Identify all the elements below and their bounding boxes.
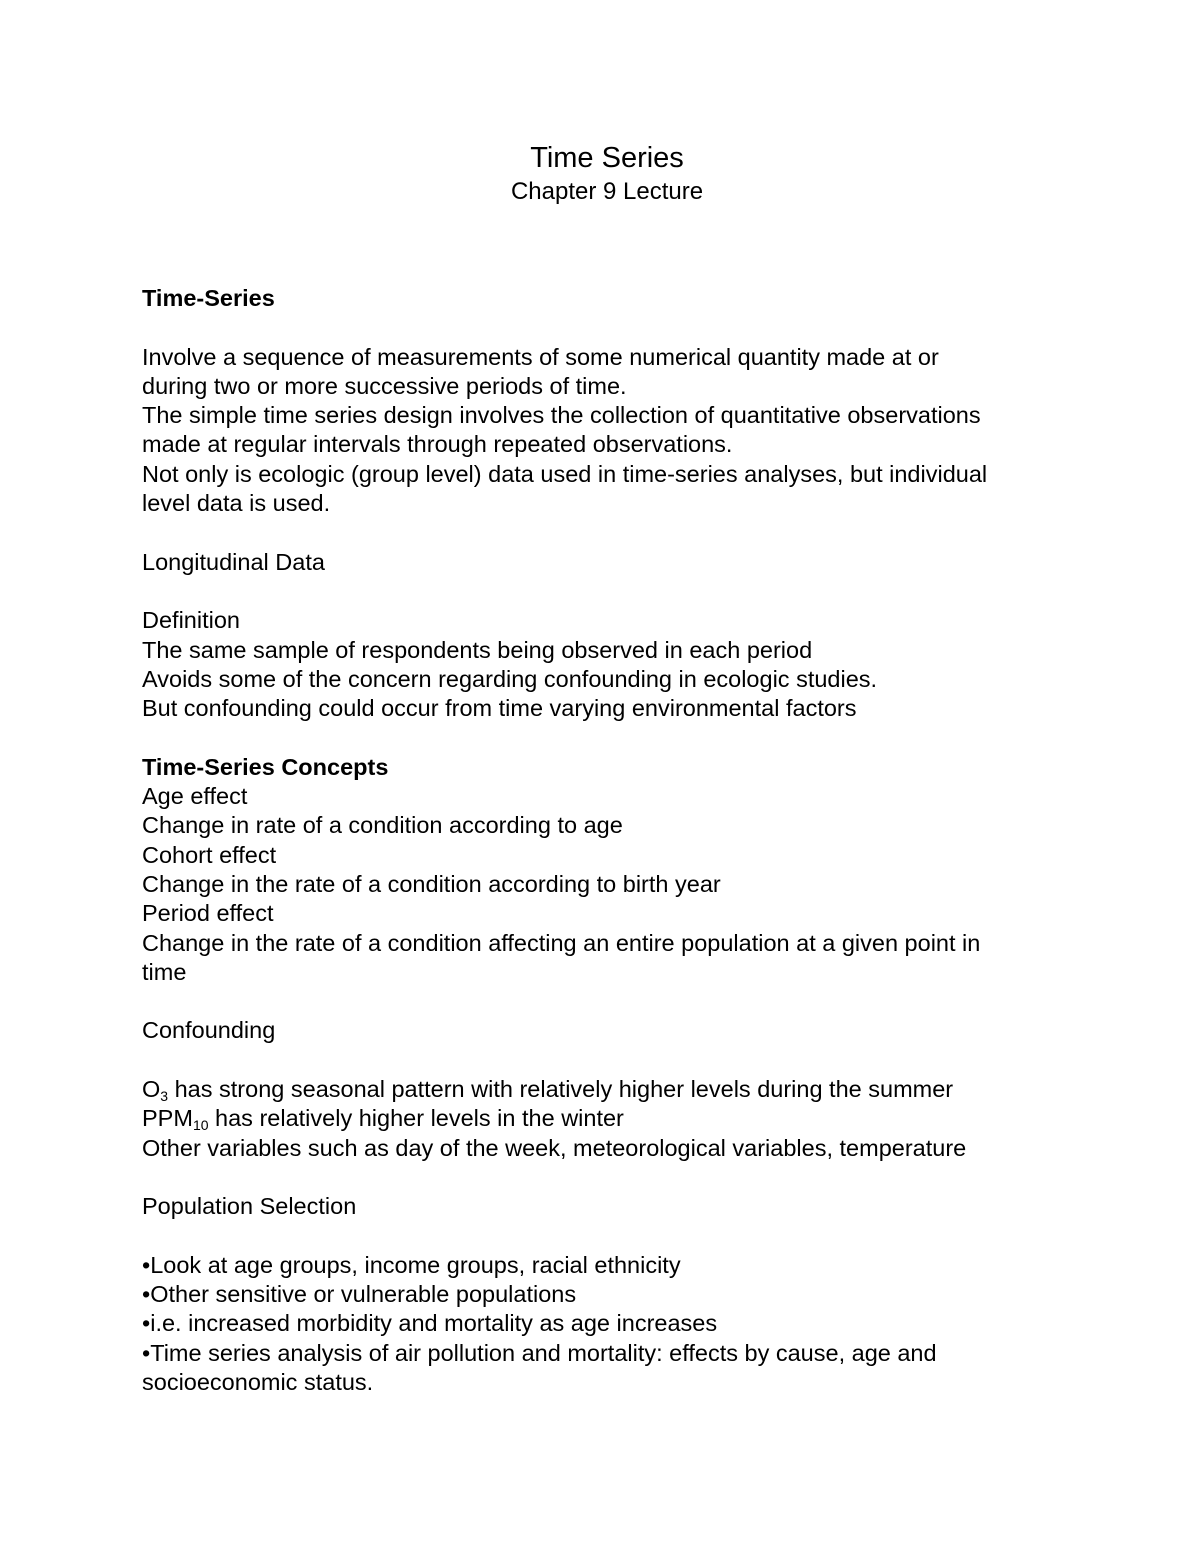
section-confounding [142, 1016, 1072, 1162]
body-line: level data is used. [142, 490, 331, 517]
ppm-text: has relatively higher levels in the winter [208, 1105, 624, 1132]
bullet-item-continuation: socioeconomic status. [142, 1368, 374, 1395]
concept-definition: Change in rate of a condition according to age [142, 812, 623, 839]
section-heading: Longitudinal Data [142, 548, 325, 575]
section-population-selection [142, 1192, 1072, 1397]
ozone-line [142, 1075, 1072, 1104]
section-time-series-concepts [142, 753, 1072, 987]
section-longitudinal-data [142, 548, 1072, 724]
ppm-subscript: 10 [192, 1117, 209, 1134]
ppm-symbol: PPM [142, 1105, 193, 1132]
section-heading: Population Selection [142, 1193, 357, 1220]
bullet-item: •Time series analysis of air pollution and mortality: effects by cause, age and [142, 1339, 937, 1366]
concept-term: Age effect [142, 783, 248, 810]
section-heading: Time-Series [142, 285, 275, 311]
body-line: Not only is ecologic (group level) data used in time-series analyses, but individual [142, 460, 988, 487]
document-page [142, 140, 1072, 1397]
concept-definition: Change in the rate of a condition according to birth year [142, 870, 721, 897]
section-heading: Time-Series Concepts [142, 753, 389, 780]
body-line: The same sample of respondents being observed in each period [142, 636, 813, 663]
body-line: Other variables such as day of the week, meteorological variables, temperature [142, 1134, 967, 1161]
section-heading: Confounding [142, 1017, 276, 1044]
definition-label: Definition [142, 607, 240, 634]
document-subtitle: Chapter 9 Lecture [510, 178, 704, 205]
ozone-symbol: O [142, 1076, 161, 1103]
bullet-item: •Other sensitive or vulnerable populations [142, 1281, 577, 1308]
concept-term: Cohort effect [142, 841, 277, 868]
ppm-line [142, 1104, 1072, 1133]
ozone-subscript: 3 [160, 1088, 169, 1105]
body-line: Avoids some of the concern regarding confounding in ecologic studies. [142, 665, 878, 692]
concept-definition: time [142, 958, 187, 985]
bullet-item: •Look at age groups, income groups, racial ethnicity [142, 1251, 681, 1278]
document-title: Time Series [530, 142, 684, 174]
body-line: But confounding could occur from time varying environmental factors [142, 695, 857, 722]
concept-definition: Change in the rate of a condition affecting an entire population at a given point in [142, 929, 981, 956]
ozone-text: has strong seasonal pattern with relatively higher levels during the summer [168, 1076, 954, 1103]
body-line: during two or more successive periods of time. [142, 372, 627, 399]
section-time-series [142, 284, 1072, 518]
body-line: The simple time series design involves the collection of quantitative observations [142, 402, 981, 429]
concept-term: Period effect [142, 900, 274, 927]
bullet-item: •i.e. increased morbidity and mortality as age increases [142, 1310, 718, 1337]
body-line: made at regular intervals through repeated observations. [142, 431, 733, 458]
body-line: Involve a sequence of measurements of some numerical quantity made at or [142, 343, 939, 370]
